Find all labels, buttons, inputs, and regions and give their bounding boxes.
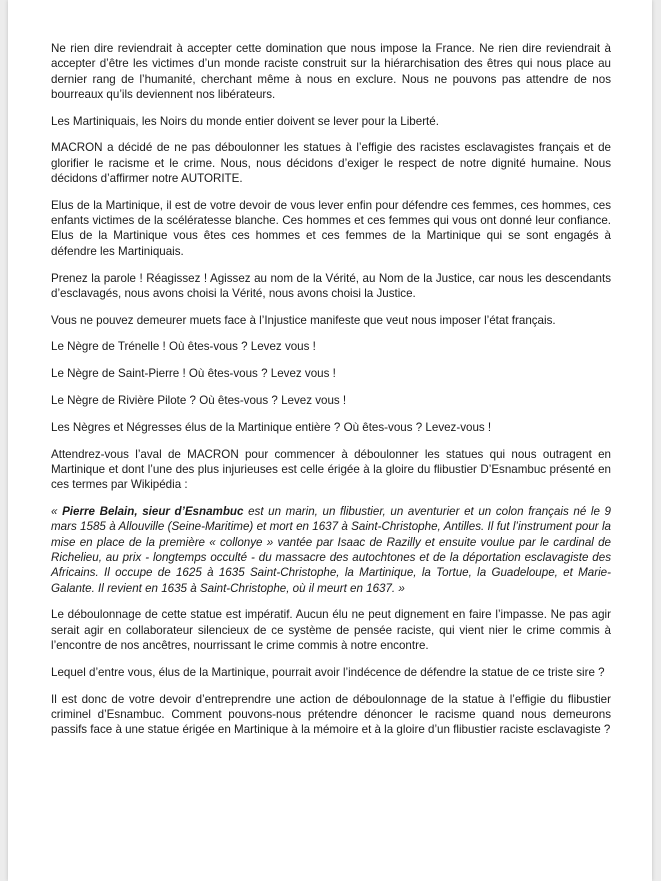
paragraph-3: MACRON a décidé de ne pas déboulonner les statues à l’effigie des racistes esclavagistes français et de glorifier le racisme et le crime. Nous, nous décidons d’exiger le respect de notre dignité humaine. Nous décidons d’affirmer notre AUTORITE. [51,141,611,186]
paragraph-2: Les Martiniquais, les Noirs du monde entier doivent se lever pour la Liberté. [51,114,439,128]
paragraph-7: Le Nègre de Trénelle ! Où êtes-vous ? Levez vous ! [51,340,316,354]
paragraph-9: Le Nègre de Rivière Pilote ? Où êtes-vous ? Levez vous ! [51,394,347,408]
closing-paragraph-1: Le déboulonnage de cette statue est impératif. Aucun élu ne peut dignement en faire l’impasse. Ne pas agir serait agir en collaborateur silencieux de ce système de pensée raciste, qui vient nier le crime commis à l’encontre de nos ancêtres, nourrissant le crime commis à notre encontre. [51,608,611,652]
closing-paragraph-3: Il est donc de votre devoir d’entreprendre une action de déboulonnage de la statue à l’effigie du flibustier criminel d’Esnambuc. Comment pouvons-nous prétendre dénoncer le racisme quand nous demeurons passifs face à une statue érigée en Martinique à la mémoire et à la gloire d’un flibustier raciste esclavagiste ? [51,692,611,737]
paragraph-1: Ne rien dire reviendrait à accepter cette domination que nous impose la France. Ne rien dire reviendrait à accepter d’être les victimes d’un monde raciste construit sur la hiérarchisation des êtres qui nous place au dernier rang de l’humanité, cherchant même à nous en exclure. Nous ne pouvons pas attendre de nos bourreaux qu’ils deviennent nos libérateurs. [51,42,611,101]
closing-paragraph-2: Lequel d’entre vous, élus de la Martinique, pourrait avoir l’indécence de défendre la statue de ce triste sire ? [51,665,605,679]
quote-open-mark: « [51,505,63,519]
paragraph-6: Vous ne pouvez demeurer muets face à l’Injustice manifeste que veut nous imposer l’état français. [51,313,556,327]
quote-bold-name: Pierre Belain, sieur d’Esnambuc [62,505,244,519]
wikipedia-quote [51,504,611,596]
paragraph-4: Elus de la Martinique, il est de votre devoir de vous lever enfin pour défendre ces femmes, ces hommes, ces enfants victimes de la scélératesse blanche. Ces hommes et ces femmes qui vous ont donné leur confiance. Elus de la Martinique vous êtes ces hommes et ces femmes de la Martinique qui se sont engagés à défendre les Martiniquais. [51,198,611,258]
document-body [51,41,611,749]
paragraph-11: Attendrez-vous l’aval de MACRON pour commencer à déboulonner les statues qui nous outragent en Martinique et dont l’une des plus injurieuses est celle érigée à la gloire du flibustier D’Esnambuc présenté en ces termes par Wikipédia : [51,447,611,492]
quote-text: est un marin, un flibustier, un aventurier et un colon français né le 9 mars 1585 à Allouville (Seine-Maritime) et mort en 1637 à Saint-Christophe, Antilles. Il fut l’instrument pour la mise en place de la première « collonye » vantée par Isaac de Razilly et ensuite voulue par le cardinal de Richelieu, au prix - longtemps occulté - du massacre des autochtones et de la déportation esclavagiste des Africains. Il occupe de 1625 à 1635 Saint-Christophe, la Martinique, la Tortue, la Guadeloupe, et Marie-Galante. Il revient en 1635 à Saint-Christophe, où il meurt en 1637. » [51,505,612,595]
paragraph-8: Le Nègre de Saint-Pierre ! Où êtes-vous ? Levez vous ! [51,367,336,381]
paragraph-10: Les Nègres et Négresses élus de la Martinique entière ? Où êtes-vous ? Levez-vous ! [51,420,492,434]
document-page [8,0,652,881]
paragraph-5: Prenez la parole ! Réagissez ! Agissez au nom de la Vérité, au Nom de la Justice, car nous les descendants d’esclavagés, nous avons choisi la Vérité, nous avons choisi la Justice. [51,271,611,300]
